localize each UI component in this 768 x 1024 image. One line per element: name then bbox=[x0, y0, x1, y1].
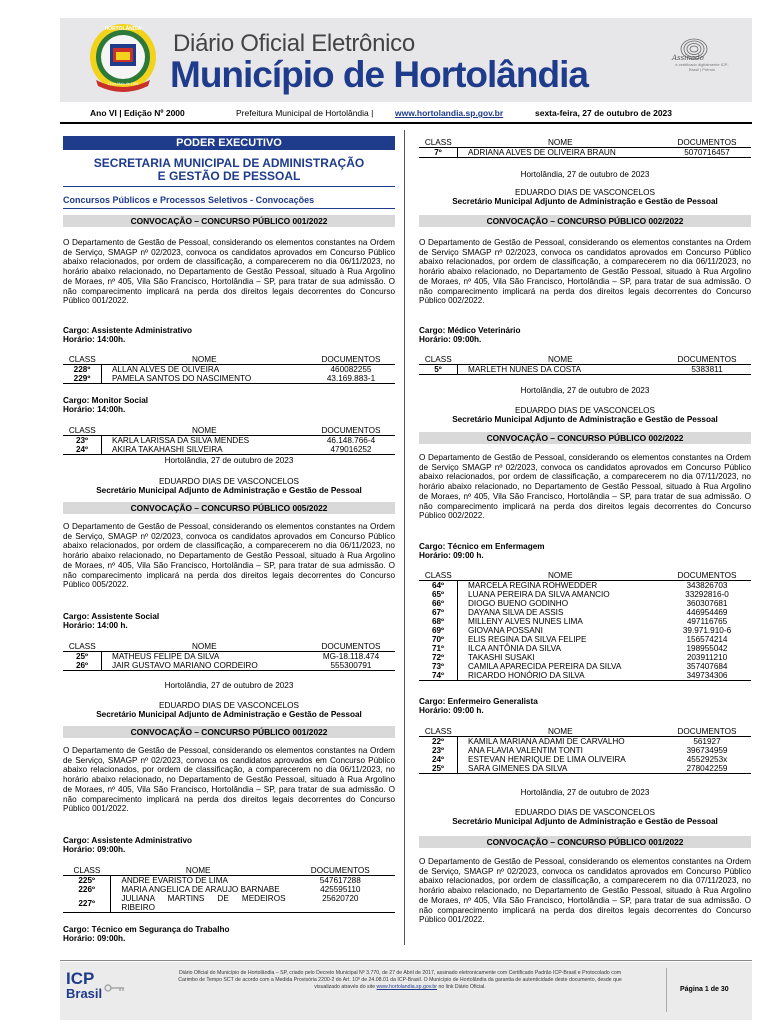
date-line: Hortolândia, 27 de outubro de 2023 bbox=[520, 788, 650, 797]
signer-role: Secretário Municipal Adjunto de Administração e Gestão de Pessoal bbox=[96, 486, 362, 495]
table-row: 7º ADRIANA ALVES DE OLIVEIRA BRAUN 5070716457 bbox=[419, 148, 751, 158]
table-row: 65º LUANA PEREIRA DA SILVA AMANCIO 33292816-0 bbox=[419, 590, 751, 599]
convocacao-heading: CONVOCAÇÃO – CONCURSO PÚBLICO 002/2022 bbox=[419, 215, 751, 227]
table-row: 229º PAMELA SANTOS DO NASCIMENTO 43.169.883-1 bbox=[63, 374, 395, 384]
edition-date: sexta-feira, 27 de outubro de 2023 bbox=[535, 108, 672, 118]
column-separator bbox=[404, 130, 405, 945]
convocacao-heading: CONVOCAÇÃO – CONCURSO PÚBLICO 002/2022 bbox=[419, 432, 751, 444]
signer-name: EDUARDO DIAS DE VASCONCELOS bbox=[159, 701, 299, 710]
horario-label: Horário: 14:00 h. bbox=[63, 621, 128, 630]
cargo-label: Cargo: Médico Veterinário bbox=[419, 326, 521, 335]
convocacao-heading: CONVOCAÇÃO – CONCURSO PÚBLICO 001/2022 bbox=[63, 726, 395, 738]
candidates-table: CLASS NOME DOCUMENTOS 5º MARLETH NUNES DA COSTA 5383811 bbox=[419, 355, 751, 375]
site-link[interactable]: www.hortolandia.sp.gov.br bbox=[395, 108, 504, 118]
signer-role: Secretário Municipal Adjunto de Administração e Gestão de Pessoal bbox=[452, 197, 718, 206]
candidates-table: CLASS NOME DOCUMENTOS 23º KARLA LARISSA DA SILVA MENDES 46.148.766-4 24º AKIRA TAKAHASHI SILVEIRA 479016252 bbox=[63, 426, 395, 455]
prefeitura-label: Prefeitura Municipal de Hortolândia | bbox=[236, 108, 374, 118]
convocacao-heading: CONVOCAÇÃO – CONCURSO PÚBLICO 005/2022 bbox=[63, 502, 395, 514]
convocacao-paragraph: O Departamento de Gestão de Pessoal, considerando os elementos constantes na Ordem de Serviço, SMAGP nº 02/2023, convoca os candidatos aprovados em Concurso Público abaixo relacionados, por ordem de classificação, a comparecerem no dia 06/11/2023, no horário abaixo relacionado, no Departamento de Gestão Pessoal, situado à Rua Argolino de Moraes, nº 405, Vila São Francisco, Hortolândia – SP, para tratar de sua admissão. O não comparecimento implicará na perda dos direitos legais decorrentes do Concurso Público 001/2022. bbox=[63, 238, 395, 306]
table-row: 69º GIOVANA POSSANI 39.971.910-6 bbox=[419, 626, 751, 635]
secretaria-rule bbox=[63, 186, 395, 187]
table-row: 228º ALLAN ALVES DE OLIVEIRA 460082255 bbox=[63, 365, 395, 375]
table-row: 227º JULIANA MARTINS DE MEDEIROS RIBEIRO 25620720 bbox=[63, 894, 395, 913]
footer-legal-text: Diário Oficial do Município de Hortolândia – SP, criado pelo Decreto Municipal Nº 3.770, de 27 de Abril de 2017, assinado eletronicamente com Certificado Padrão ICP-Brasil e Protocolado com Carimbo de Tempo SCT de acordo com a Medida Provisória 2200-2 do Art. 10º de 24.08.01 da ICP-Brasil. O Município de Hortolândia da garantia de autenticidade deste documento, desde que visualizado através do site www.hortolandia.sp.gov.br no link Diário Oficial. bbox=[178, 970, 622, 990]
date-line: Hortolândia, 27 de outubro de 2023 bbox=[520, 170, 650, 179]
horario-label: Horário: 09:00h. bbox=[63, 845, 126, 854]
concursos-subtitle: Concursos Públicos e Processos Seletivos - Convocações bbox=[63, 195, 315, 205]
logo-ribbon-text: 19 de Maio de 1991 bbox=[107, 82, 139, 86]
table-row: 22º KAMILA MARIANA ADAMI DE CARVALHO 561927 bbox=[419, 737, 751, 747]
section-poder-executivo: PODER EXECUTIVO bbox=[63, 136, 395, 150]
table-row: 25º MATHEUS FELIPE DA SILVA MG-18.118.474 bbox=[63, 652, 395, 662]
candidates-table: CLASS NOME DOCUMENTOS 64º MARCELA REGINA ROHWEDDER 343826703 65º LUANA PEREIRA DA SILVA AMANCIO 33292816-0 66º DIOGO BUENO GODINHO 360307681 67º DAYANA SILVA DE ASSIS 446954469 68º MILLENY ALVES NUNES LIMA 497116765 69º GIOVANA POSSANI 39.971.910-6 70º ELIS REGINA DA SILVA FELIPE 156574214 71º ILCA ANTÔNIA DA SILVA 198955042 72º TAKASHI SUSAKI 203911210 73º CAMILA APARECIDA PEREIRA DA SILVA 357407684 74º RICARDO HONÓRIO DA SILVA 349734306 bbox=[419, 571, 751, 681]
table-row: 73º CAMILA APARECIDA PEREIRA DA SILVA 357407684 bbox=[419, 662, 751, 671]
certification-note: é certificado digitalmente ICP-Brasil | Prêmio bbox=[675, 62, 729, 72]
table-row: 26º JAIR GUSTAVO MARIANO CORDEIRO 555300791 bbox=[63, 661, 395, 671]
concursos-rule bbox=[63, 208, 395, 209]
signer-name: EDUARDO DIAS DE VASCONCELOS bbox=[515, 406, 655, 415]
header-rule bbox=[60, 122, 752, 124]
edition-number: Ano VI | Edição Nº 2000 bbox=[90, 108, 185, 118]
cargo-label: Cargo: Técnico em Enfermagem bbox=[419, 542, 545, 551]
signer-role: Secretário Municipal Adjunto de Administração e Gestão de Pessoal bbox=[452, 415, 718, 424]
signer-name: EDUARDO DIAS DE VASCONCELOS bbox=[515, 188, 655, 197]
footer-site-link[interactable]: www.hortolandia.sp.gov.br bbox=[376, 984, 438, 990]
signature-script: Assinado bbox=[672, 54, 704, 62]
table-row: 68º MILLENY ALVES NUNES LIMA 497116765 bbox=[419, 617, 751, 626]
col-class: CLASS bbox=[63, 355, 102, 365]
convocacao-paragraph: O Departamento de Gestão de Pessoal, considerando os elementos constantes na Ordem de Serviço, SMAGP nº 02/2023, convoca os candidatos aprovados em Concurso Público abaixo relacionados, por ordem de classificação, a comparecerem no dia 07/11/2023, no horário abaixo relacionado, no Departamento de Gestão Pessoal, situado à Rua Argolino de Moraes, nº 405, Vila São Francisco, Hortolândia – SP, para tratar de sua admissão. O não comparecimento implicará na perda dos direitos legais decorrentes do Concurso Público 001/2022. bbox=[419, 857, 751, 925]
horario-label: Horário: 14:00h. bbox=[63, 335, 126, 344]
date-line: Hortolândia, 27 de outubro de 2023 bbox=[164, 681, 294, 690]
horario-label: Horário: 09:00h. bbox=[63, 934, 126, 943]
table-row: 23º KARLA LARISSA DA SILVA MENDES 46.148.766-4 bbox=[63, 436, 395, 446]
table-row: 66º DIOGO BUENO GODINHO 360307681 bbox=[419, 599, 751, 608]
signer-name: EDUARDO DIAS DE VASCONCELOS bbox=[159, 477, 299, 486]
convocacao-paragraph: O Departamento de Gestão de Pessoal, considerando os elementos constantes na Ordem de Serviço, SMAGP nº 02/2023, convoca os candidatos aprovados em Concurso Público abaixo relacionados, por ordem de classificação, a comparecerem no dia 06/11/2023, no horário abaixo relacionado, no Departamento de Gestão Pessoal, situado à Rua Argolino de Moraes, nº 405, Vila São Francisco, Hortolândia – SP, para tratar de sua admissão. O não comparecimento implicará na perda dos direitos legais decorrentes do Concurso Público 005/2022. bbox=[63, 522, 395, 590]
col-docs: DOCUMENTOS bbox=[307, 355, 395, 365]
candidates-table bbox=[63, 355, 395, 384]
footer-rule bbox=[60, 960, 752, 961]
cargo-label: Cargo: Assistente Administrativo bbox=[63, 836, 193, 845]
table-row: 24º ESTEVAN HENRIQUE DE LIMA OLIVEIRA 45529253x bbox=[419, 755, 751, 764]
convocacao-heading: CONVOCAÇÃO – CONCURSO PÚBLICO 001/2022 bbox=[63, 215, 395, 227]
secretaria-title: SECRETARIA MUNICIPAL DE ADMINISTRAÇÃO E GESTÃO DE PESSOAL bbox=[93, 156, 365, 183]
table-row: 24º AKIRA TAKAHASHI SILVEIRA 479016252 bbox=[63, 445, 395, 455]
date-line: Hortolândia, 27 de outubro de 2023 bbox=[520, 386, 650, 395]
convocacao-paragraph: O Departamento de Gestão de Pessoal, considerando os elementos constantes na Ordem de Serviço, SMAGP nº 02/2023, convoca os candidatos aprovados em Concurso Público abaixo relacionados, por ordem de classificação, a comparecerem no dia 06/11/2023, no horário abaixo relacionado, no Departamento de Gestão Pessoal, situado à Rua Argolino de Moraes, nº 405, Vila São Francisco, Hortolândia – SP, para tratar de sua admissão. O não comparecimento implicará na perda dos direitos legais decorrentes do Concurso Público 001/2022. bbox=[63, 746, 395, 814]
masthead-title-line2: Município de Hortolândia bbox=[170, 54, 588, 95]
col-nome: NOME bbox=[102, 355, 308, 365]
candidates-table: CLASS NOME DOCUMENTOS 25º MATHEUS FELIPE DA SILVA MG-18.118.474 26º JAIR GUSTAVO MARIANO CORDEIRO 555300791 bbox=[63, 642, 395, 671]
masthead-title-line1: Diário Oficial Eletrônico bbox=[173, 30, 415, 57]
cargo-label: Cargo: Monitor Social bbox=[63, 396, 149, 405]
cargo-label: Cargo: Enfermeiro Generalista bbox=[419, 697, 538, 706]
signer-name: EDUARDO DIAS DE VASCONCELOS bbox=[515, 808, 655, 817]
convocacao-heading: CONVOCAÇÃO – CONCURSO PÚBLICO 001/2022 bbox=[419, 836, 751, 848]
horario-label: Horário: 09:00 h. bbox=[419, 551, 484, 560]
candidates-table: CLASS NOME DOCUMENTOS 225º ANDRE EVARISTO DE LIMA 547617288 226º MARIA ANGELICA DE ARAUJO BARNABE 425595110 227º JULIANA MARTINS DE MEDEIROS RIBEIRO 25620720 bbox=[63, 866, 395, 913]
table-row: 71º ILCA ANTÔNIA DA SILVA 198955042 bbox=[419, 644, 751, 653]
cargo-label: Cargo: Assistente Administrativo bbox=[63, 326, 193, 335]
convocacao-paragraph: O Departamento de Gestão de Pessoal, considerando os elementos constantes na Ordem de Serviço SMAGP nº 02/2023, convoca os candidatos aprovados em Concurso Público abaixo relacionados, por ordem de classificação, a comparecerem no dia 06/11/2023, no horário abaixo relacionado, no Departamento de Gestão Pessoal, situado à Rua Argolino de Moraes, nº 405, Vila São Francisco, Hortolândia – SP, para tratar de sua admissão. O não comparecimento implicará na perda dos direitos legais decorrentes do Concurso Público 002/2022. bbox=[419, 238, 751, 306]
table-row: 64º MARCELA REGINA ROHWEDDER 343826703 bbox=[419, 581, 751, 591]
cargo-label: Cargo: Técnico em Segurança do Trabalho bbox=[63, 925, 230, 934]
key-icon bbox=[104, 984, 126, 992]
table-row: 72º TAKASHI SUSAKI 203911210 bbox=[419, 653, 751, 662]
page-number: Página 1 de 30 bbox=[680, 986, 729, 993]
table-row: 70º ELIS REGINA DA SILVA FELIPE 156574214 bbox=[419, 635, 751, 644]
table-row: 225º ANDRE EVARISTO DE LIMA 547617288 bbox=[63, 876, 395, 886]
logo-ring-text: HORTOLÂNDIA bbox=[104, 26, 142, 32]
table-row: 67º DAYANA SILVA DE ASSIS 446954469 bbox=[419, 608, 751, 617]
signer-role: Secretário Municipal Adjunto de Administração e Gestão de Pessoal bbox=[96, 710, 362, 719]
table-row: 23º ANA FLAVIA VALENTIM TONTI 396734959 bbox=[419, 746, 751, 755]
table-row: 226º MARIA ANGELICA DE ARAUJO BARNABE 425595110 bbox=[63, 885, 395, 894]
cargo-label: Cargo: Assistente Social bbox=[63, 612, 160, 621]
table-row: 74º RICARDO HONÓRIO DA SILVA 349734306 bbox=[419, 671, 751, 681]
horario-label: Horário: 09:00h. bbox=[419, 335, 482, 344]
candidates-table: CLASS NOME DOCUMENTOS 22º KAMILA MARIANA ADAMI DE CARVALHO 561927 23º ANA FLAVIA VALENTIM TONTI 396734959 24º ESTEVAN HENRIQUE DE LIMA OLIVEIRA 45529253x 25º SARA GIMENES DA SILVA 278042259 bbox=[419, 727, 751, 774]
date-line: Hortolândia, 27 de outubro de 2023 bbox=[164, 456, 294, 465]
table-row: 5º MARLETH NUNES DA COSTA 5383811 bbox=[419, 365, 751, 375]
convocacao-paragraph: O Departamento de Gestão de Pessoal, considerando os elementos constantes na Ordem de Serviço SMAGP nº 02/2023, convoca os candidatos aprovados em Concurso Público abaixo relacionados, por ordem de classificação, a comparecerem no dia 07/11/2023, no horário abaixo relacionado, no Departamento de Gestão Pessoal, situado à Rua Argolino de Moraes, nº 405, Vila São Francisco, Hortolândia – SP, para tratar de sua admissão. O não comparecimento implicará na perda dos direitos legais decorrentes do Concurso Público 002/2022. bbox=[419, 453, 751, 521]
horario-label: Horário: 14:00h. bbox=[63, 405, 126, 414]
signer-role: Secretário Municipal Adjunto de Administração e Gestão de Pessoal bbox=[452, 817, 718, 826]
horario-label: Horário: 09:00 h. bbox=[419, 706, 484, 715]
candidates-table: CLASS NOME DOCUMENTOS 7º ADRIANA ALVES DE OLIVEIRA BRAUN 5070716457 bbox=[419, 138, 751, 158]
edition-bar bbox=[60, 104, 752, 120]
icp-brasil-logo: ICP Brasil bbox=[66, 969, 103, 1001]
table-row: 25º SARA GIMENES DA SILVA 278042259 bbox=[419, 764, 751, 774]
